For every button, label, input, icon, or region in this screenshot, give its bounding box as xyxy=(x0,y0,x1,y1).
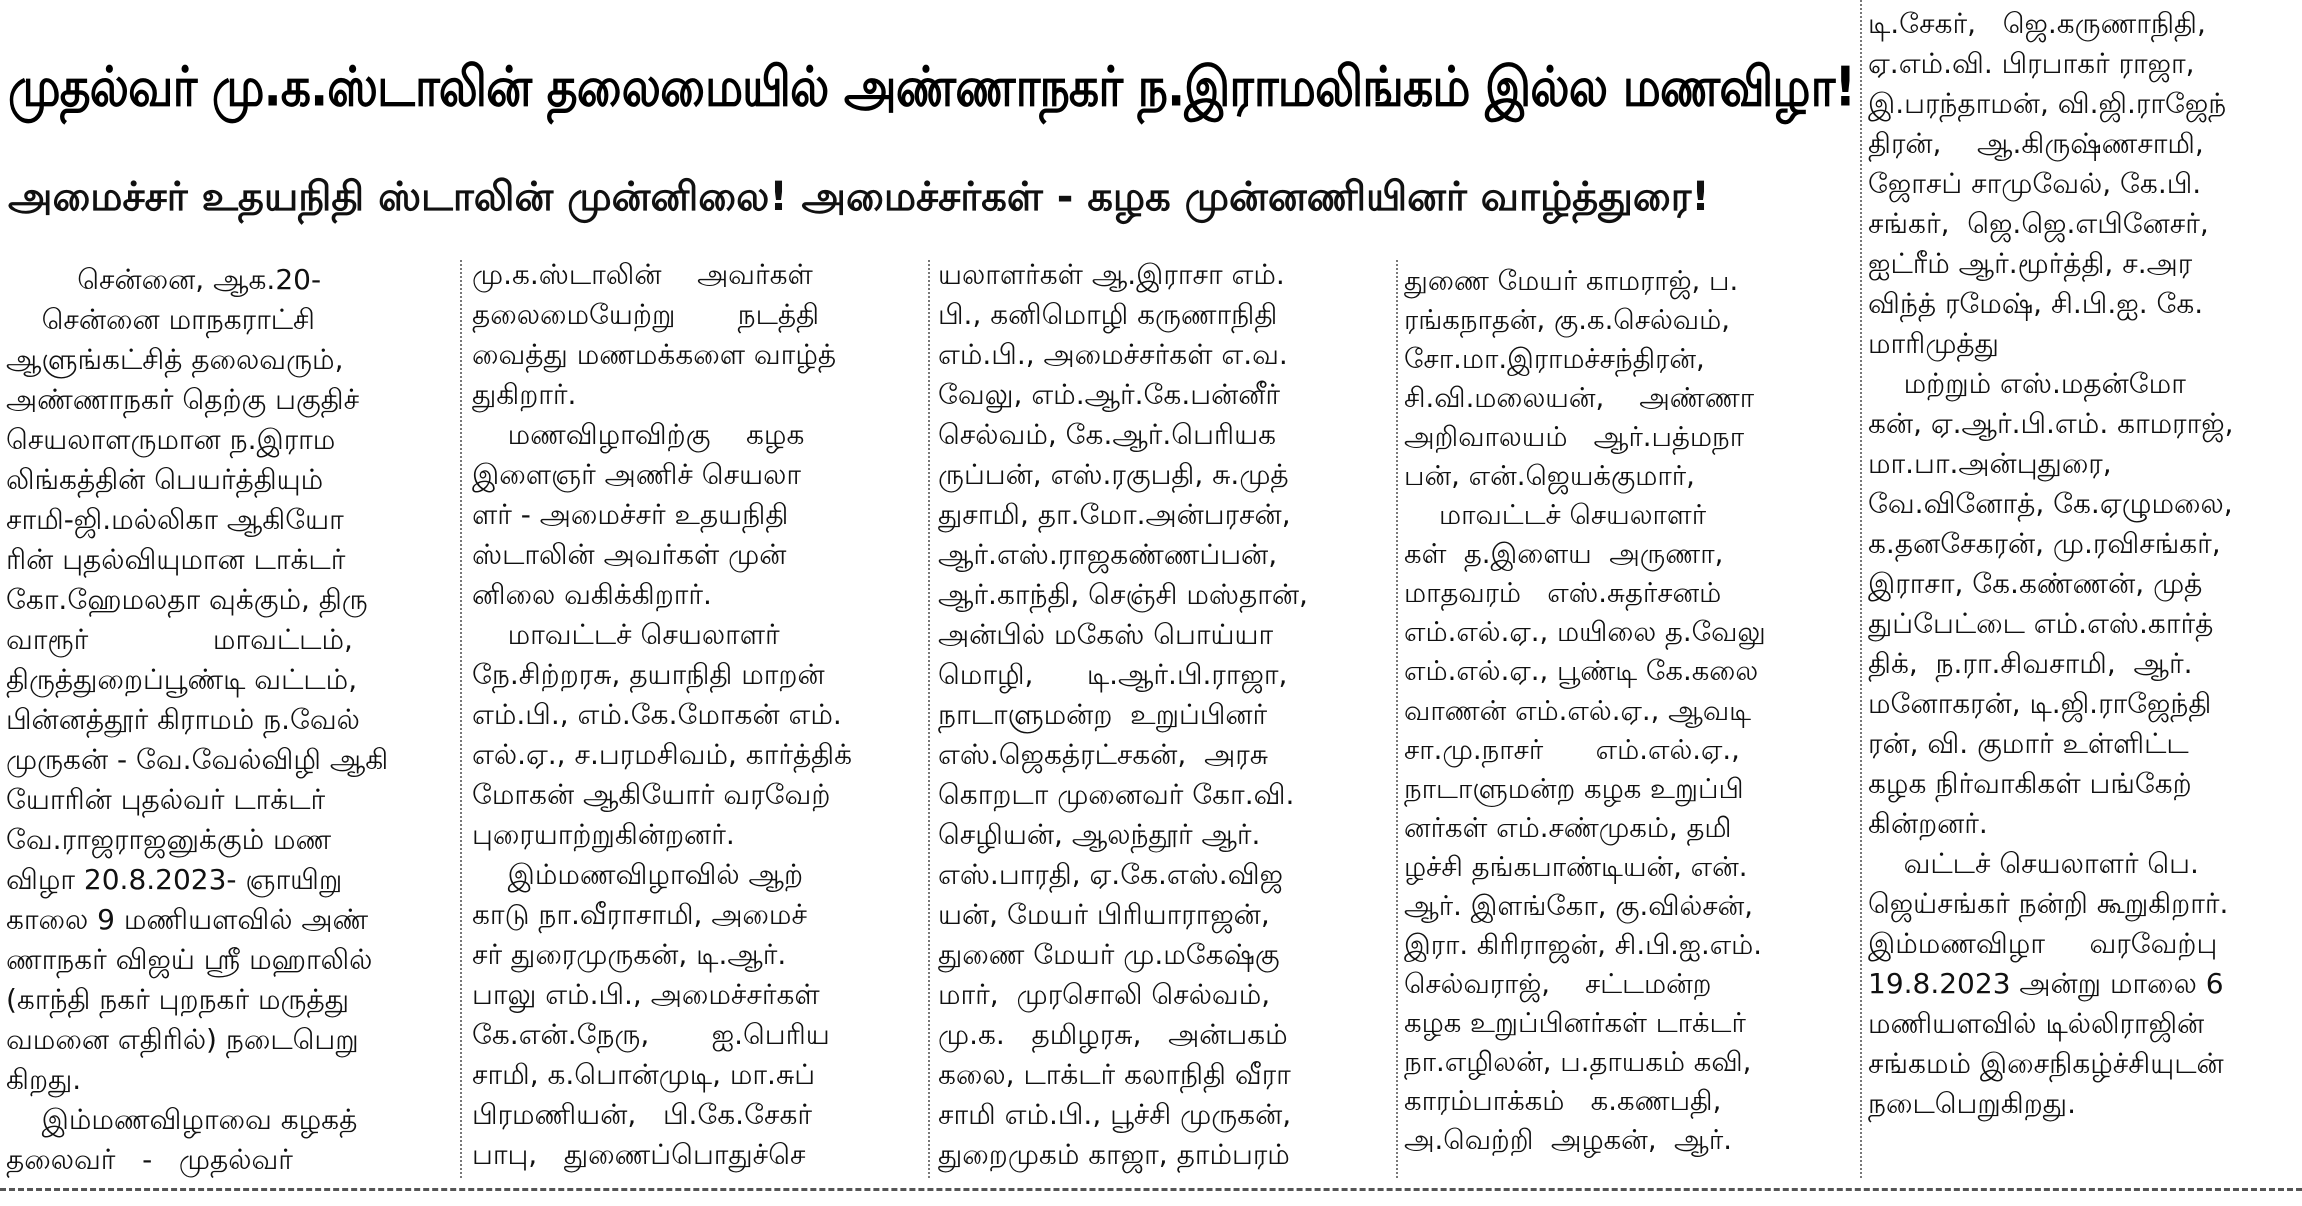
column-divider xyxy=(460,260,462,1178)
subheadline: அமைச்சர் உதயநிதி ஸ்டாலின் முன்னிலை! அமைச்சர்கள் - கழக முன்னணியினர் வாழ்த்துரை! xyxy=(8,174,1710,220)
column-divider xyxy=(1396,260,1398,1178)
column-divider xyxy=(1860,0,1862,1178)
article-column-1: சென்னை, ஆக.20- சென்னை மாநகராட்சி ஆளுங்கட்சித் தலைவரும், அண்ணாநகர் தெற்கு பகுதிச் செயலாளருமான ந.இராம லிங்கத்தின் பெயர்த்தியும் சாமி-ஜி.மல்லிகா ஆகியோ ரின் புதல்வியுமான டாக்டர் கோ.ஹேமலதா வுக்கும், திரு வாரூர் மாவட்டம், திருத்துறைப்பூண்டி வட்டம், பின்னத்தூர் கிராமம் ந.வேல் முருகன் - வே.வேல்விழி ஆகி யோரின் புதல்வர் டாக்டர் வே.ராஜராஜனுக்கும் மண விழா 20.8.2023- ஞாயிறு காலை 9 மணியளவில் அண் ணாநகர் விஜய் ஸ்ரீ மஹாலில் (காந்தி நகர் புறநகர் மருத்து வமனை எதிரில்) நடைபெறு கிறது. இம்மணவிழாவை கழகத் தலைவர் - முதல்வர் xyxy=(6,263,389,1176)
bottom-divider xyxy=(0,1188,2302,1191)
article-column-3: யலாளர்கள் ஆ.இராசா எம். பி., கனிமொழி கருணாநிதி எம்.பி., அமைச்சர்கள் எ.வ. வேலு, எம்.ஆர்.கே.பன்னீர் செல்வம், கே.ஆர்.பெரியக ருப்பன், எஸ்.ரகுபதி, சு.முத் துசாமி, தா.மோ.அன்பரசன், ஆர்.எஸ்.ராஜகண்ணப்பன், ஆர்.காந்தி, செஞ்சி மஸ்தான், அன்பில் மகேஸ் பொய்யா மொழி, டி.ஆர்.பி.ராஜா, நாடாளுமன்ற உறுப்பினர் எஸ்.ஜெகத்ரட்சகன், அரசு கொறடா முனைவர் கோ.வி. செழியன், ஆலந்தூர் ஆர். எஸ்.பாரதி, ஏ.கே.எஸ்.விஜ யன், மேயர் பிரியாராஜன், துணை மேயர் மு.மகேஷ்கு மார், முரசொலி செல்வம், மு.க. தமிழரசு, அன்பகம் கலை, டாக்டர் கலாநிதி வீரா சாமி எம்.பி., பூச்சி முருகன், துறைமுகம் காஜா, தாம்பரம் xyxy=(938,258,1308,1171)
article-column-4: துணை மேயர் காமராஜ், ப. ரங்கநாதன், கு.க.செல்வம், சோ.மா.இராமச்சந்திரன், சி.வி.மலையன், அண்ணா அறிவாலயம் ஆர்.பத்மநா பன், என்.ஜெயக்குமார், மாவட்டச் செயலாளர் கள் த.இளைய அருணா, மாதவரம் எஸ்.சுதர்சனம் எம்.எல்.ஏ., மயிலை த.வேலு எம்.எல்.ஏ., பூண்டி கே.கலை வாணன் எம்.எல்.ஏ., ஆவடி சா.மு.நாசர் எம்.எல்.ஏ., நாடாளுமன்ற கழக உறுப்பி னர்கள் எம்.சண்முகம், தமி ழச்சி தங்கபாண்டியன், என். ஆர். இளங்கோ, கு.வில்சன், இரா. கிரிராஜன், சி.பி.ஐ.எம். செல்வராஜ், சட்டமன்ற கழக உறுப்பினர்கள் டாக்டர் நா.எழிலன், ப.தாயகம் கவி, காரம்பாக்கம் க.கணபதி, அ.வெற்றி அழகன், ஆர். xyxy=(1404,265,1766,1157)
column-divider xyxy=(928,260,930,1178)
article-column-2: மு.க.ஸ்டாலின் அவர்கள் தலைமையேற்று நடத்தி வைத்து மணமக்களை வாழ்த் துகிறார். மணவிழாவிற்கு கழக இளைஞர் அணிச் செயலா ளர் - அமைச்சர் உதயநிதி ஸ்டாலின் அவர்கள் முன் னிலை வகிக்கிறார். மாவட்டச் செயலாளர் நே.சிற்றரசு, தயாநிதி மாறன் எம்.பி., எம்.கே.மோகன் எம். எல்.ஏ., ச.பரமசிவம், கார்த்திக் மோகன் ஆகியோர் வரவேற் புரையாற்றுகின்றனர். இம்மணவிழாவில் ஆற் காடு நா.வீராசாமி, அமைச் சர் துரைமுருகன், டி.ஆர். பாலு எம்.பி., அமைச்சர்கள் கே.என்.நேரு, ஐ.பெரிய சாமி, க.பொன்முடி, மா.சுப் பிரமணியன், பி.கே.சேகர் பாபு, துணைப்பொதுச்செ xyxy=(472,258,853,1171)
headline: முதல்வர் மு.க.ஸ்டாலின் தலைமையில் அண்ணாநகர் ந.இராமலிங்கம் இல்ல மணவிழா! xyxy=(8,55,1856,120)
article-column-5: டி.சேகர், ஜெ.கருணாநிதி, ஏ.எம்.வி. பிரபாகர் ராஜா, இ.பரந்தாமன், வி.ஜி.ராஜேந் திரன், ஆ.கிருஷ்ணசாமி, ஜோசப் சாமுவேல், கே.பி. சங்கர், ஜெ.ஜெ.எபினேசர், ஐட்ரீம் ஆர்.மூர்த்தி, ச.அர விந்த் ரமேஷ், சி.பி.ஐ. கே. மாரிமுத்து மற்றும் எஸ்.மதன்மோ கன், ஏ.ஆர்.பி.எம். காமராஜ், மா.பா.அன்புதுரை, வே.வினோத், கே.ஏழுமலை, க.தனசேகரன், மு.ரவிசங்கர், இராசா, கே.கண்ணன், முத் துப்பேட்டை எம்.எஸ்.கார்த் திக், ந.ரா.சிவசாமி, ஆர். மனோகரன், டி.ஜி.ராஜேந்தி ரன், வி. குமார் உள்ளிட்ட கழக நிர்வாகிகள் பங்கேற் கின்றனர். வட்டச் செயலாளர் பெ. ஜெய்சங்கர் நன்றி கூறுகிறார். இம்மணவிழா வரவேற்பு 19.8.2023 அன்று மாலை 6 மணியளவில் டில்லிராஜின் சங்கமம் இசைநிகழ்ச்சியுடன் நடைபெறுகிறது. xyxy=(1868,7,2234,1120)
